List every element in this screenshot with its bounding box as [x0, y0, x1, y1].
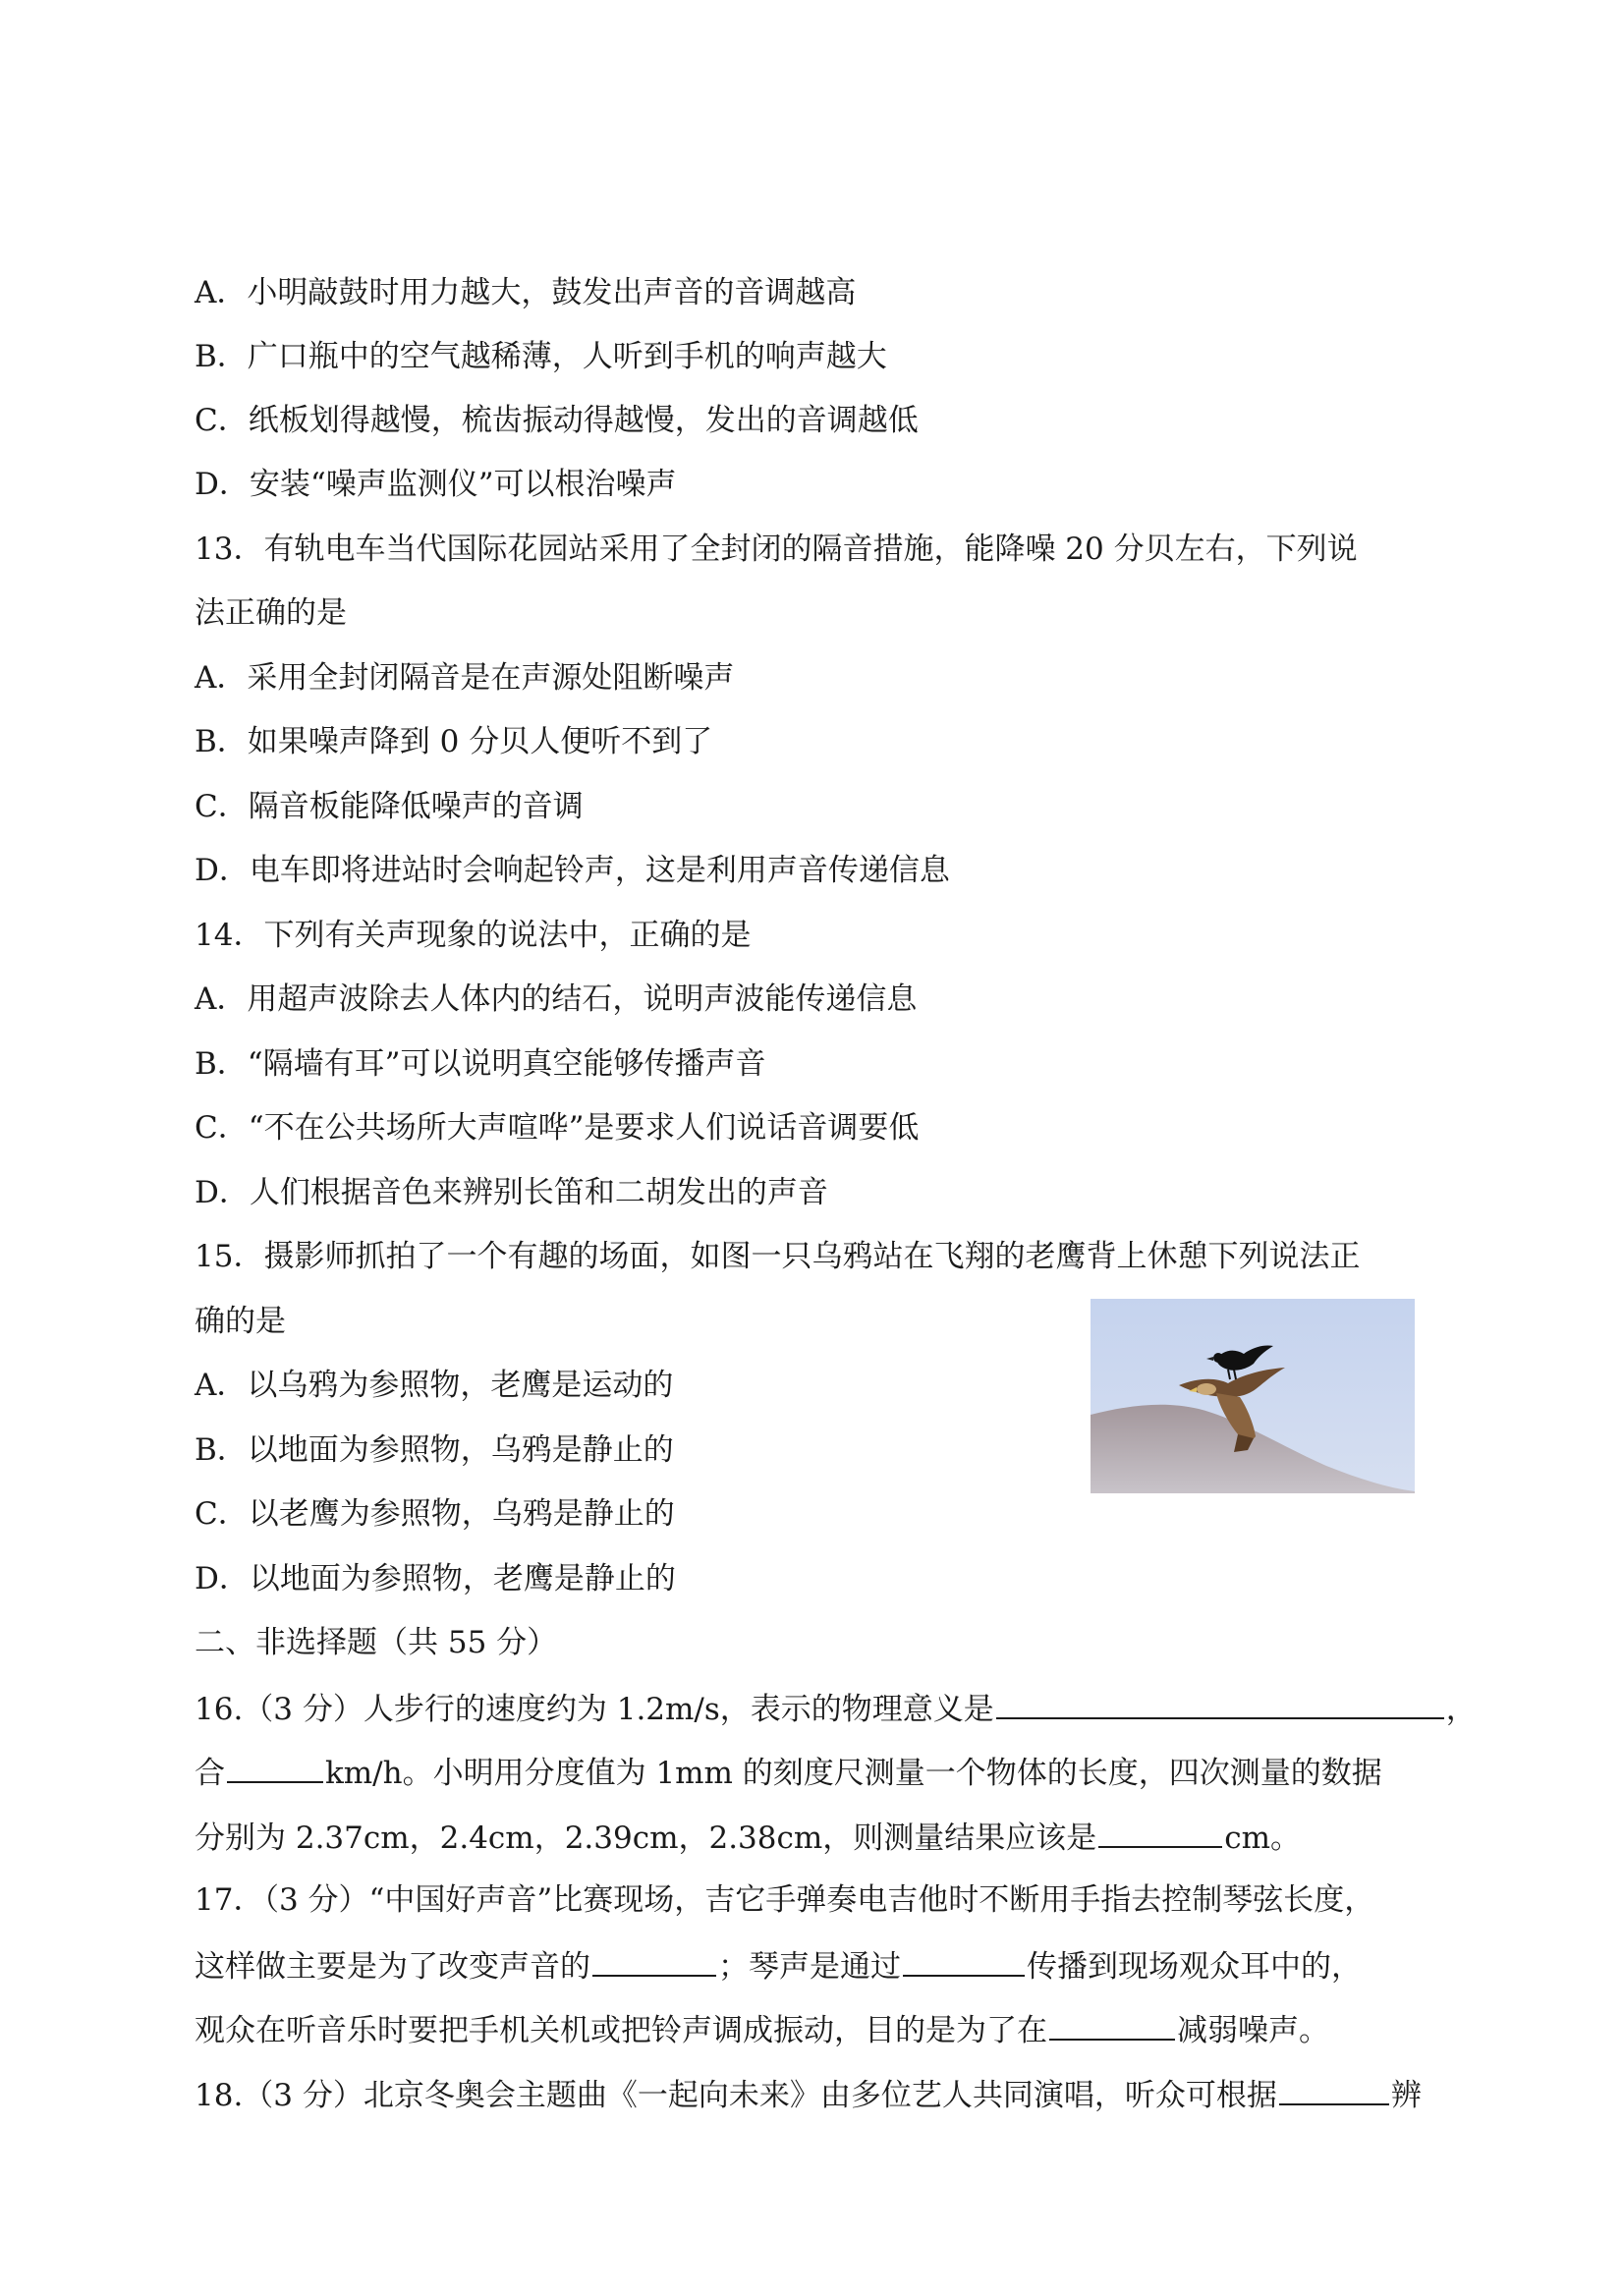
q16-line3: [195, 1817, 1301, 1856]
q14-option-a: A．用超声波除去人体内的结石，说明声波能传递信息: [195, 981, 918, 1017]
q16-line1: [195, 1688, 1477, 1727]
q15-stem-line2: 确的是: [195, 1304, 286, 1339]
q16-text-3a: 分别为 2.37cm，2.4cm，2.39cm，2.38cm，则测量结果应该是: [195, 1820, 1097, 1856]
q14-option-c: C．“不在公共场所大声喧哗”是要求人们说话音调要低: [195, 1110, 920, 1146]
q18-text-1b: 辨: [1390, 2078, 1422, 2113]
q15-option-a: A．以乌鸦为参照物，老鹰是运动的: [195, 1368, 674, 1403]
q14-option-b: B．“隔墙有耳”可以说明真空能够传播声音: [195, 1046, 766, 1082]
q16-line2: [195, 1752, 1382, 1791]
section-2-heading: 二、非选择题（共 55 分）: [195, 1625, 558, 1660]
eagle-with-crow-photo: [1091, 1299, 1415, 1493]
q16-blank-2[interactable]: [227, 1752, 323, 1783]
q15-option-c: C．以老鹰为参照物，乌鸦是静止的: [195, 1496, 675, 1532]
q13-stem-line2: 法正确的是: [195, 595, 347, 631]
q17-line3: [195, 2009, 1329, 2048]
q16-text-1a: 16.（3 分）人步行的速度约为 1.2m/s，表示的物理意义是: [195, 1692, 994, 1727]
q13-option-b: B．如果噪声降到 0 分贝人便听不到了: [195, 724, 713, 759]
q16-blank-1[interactable]: [996, 1688, 1444, 1719]
q13-option-d: D．电车即将进站时会响起铃声，这是利用声音传递信息: [195, 853, 950, 888]
q18-line1: [195, 2074, 1422, 2113]
q15-option-d: D．以地面为参照物，老鹰是静止的: [195, 1561, 676, 1596]
q17-text-2a: 这样做主要是为了改变声音的: [195, 1949, 590, 1985]
q16-text-1b: ，: [1445, 1692, 1477, 1727]
q17-text-3b: 减弱噪声。: [1177, 2013, 1329, 2048]
q17-text-3a: 观众在听音乐时要把手机关机或把铃声调成振动，目的是为了在: [195, 2013, 1047, 2048]
q18-text-1a: 18.（3 分）北京冬奥会主题曲《一起向未来》由多位艺人共同演唱，听众可根据: [195, 2078, 1277, 2113]
q17-text-2c: 传播到现场观众耳中的，: [1027, 1949, 1362, 1985]
q12-option-b: B．广口瓶中的空气越稀薄，人听到手机的响声越大: [195, 339, 887, 374]
q17-text-2b: ；琴声是通过: [718, 1949, 901, 1985]
q17-line1: 17．（3 分）“中国好声音”比赛现场，吉它手弹奏电吉他时不断用手指去控制琴弦长度，: [195, 1882, 1375, 1918]
q17-blank-1[interactable]: [592, 1945, 716, 1977]
q12-option-a: A．小明敲鼓时用力越大，鼓发出声音的音调越高: [195, 275, 857, 310]
q12-option-c: C．纸板划得越慢，梳齿振动得越慢，发出的音调越低: [195, 403, 919, 438]
q12-option-d: D．安装“噪声监测仪”可以根治噪声: [195, 467, 677, 502]
q17-blank-3[interactable]: [1049, 2009, 1175, 2041]
q13-option-a: A．采用全封闭隔音是在声源处阻断噪声: [195, 660, 735, 696]
q13-stem-line1: 13．有轨电车当代国际花园站采用了全封闭的隔音措施，能降噪 20 分贝左右，下列说: [195, 532, 1358, 567]
q16-text-2a: 合: [195, 1756, 225, 1791]
q16-blank-3[interactable]: [1098, 1817, 1222, 1848]
q15-stem-line1: 15．摄影师抓拍了一个有趣的场面，如图一只乌鸦站在飞翔的老鹰背上休憩下列说法正: [195, 1239, 1361, 1274]
q14-stem: 14．下列有关声现象的说法中，正确的是: [195, 918, 752, 953]
q15-option-b: B．以地面为参照物，乌鸦是静止的: [195, 1432, 674, 1468]
q16-text-3b: cm。: [1224, 1820, 1302, 1856]
q13-option-c: C．隔音板能降低噪声的音调: [195, 789, 584, 824]
q16-text-2b: km/h。小明用分度值为 1mm 的刻度尺测量一个物体的长度，四次测量的数据: [325, 1756, 1382, 1791]
q14-option-d: D．人们根据音色来辨别长笛和二胡发出的声音: [195, 1175, 828, 1210]
photo-illustration: [1091, 1299, 1415, 1493]
q17-line2: [195, 1945, 1362, 1985]
q17-blank-2[interactable]: [903, 1945, 1025, 1977]
q18-blank-1[interactable]: [1279, 2074, 1389, 2105]
